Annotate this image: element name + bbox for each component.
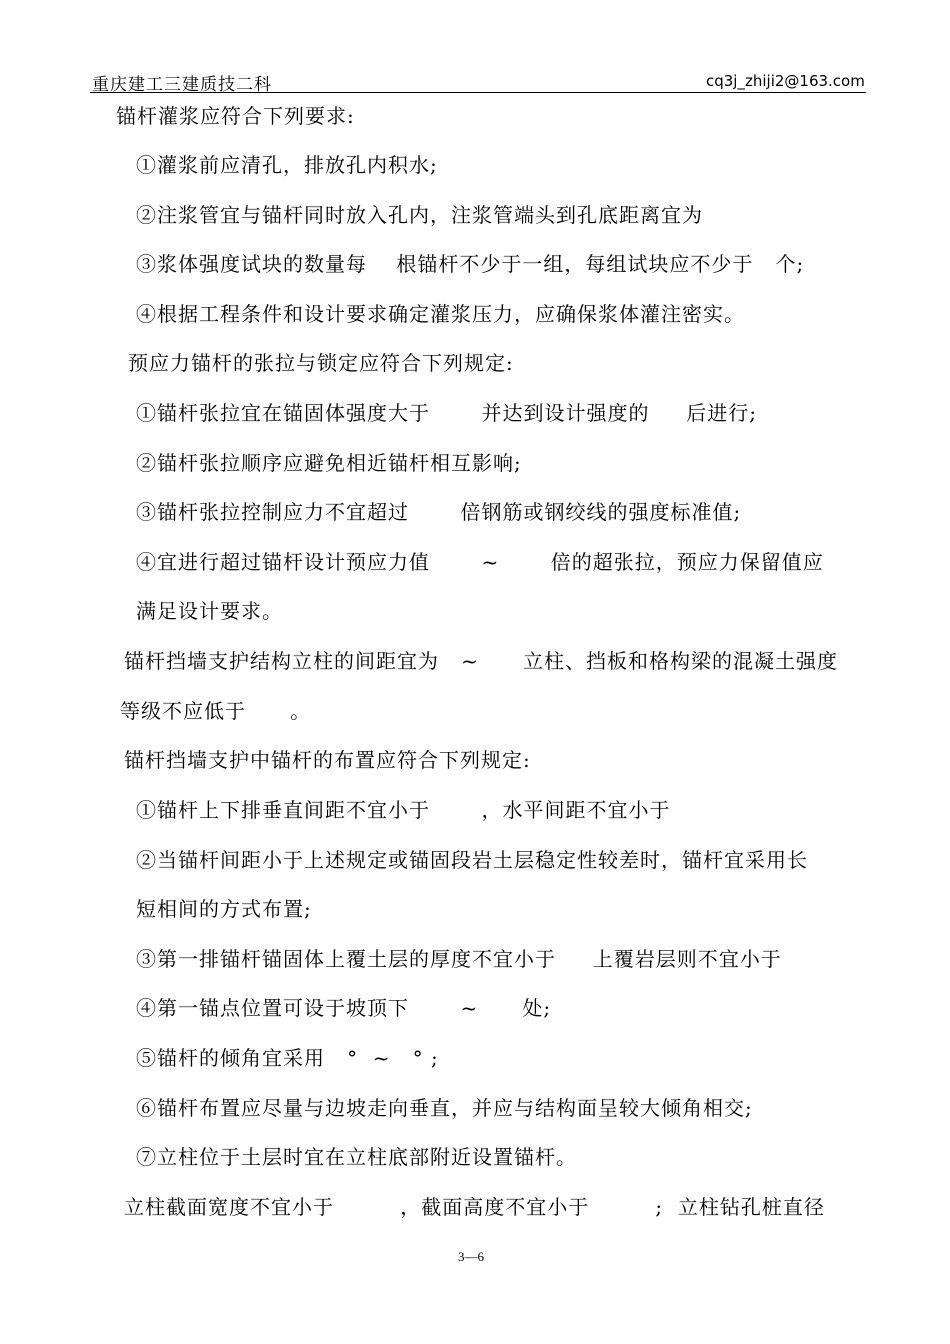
header-left-text: 重庆建工三建质技二科 <box>92 75 272 95</box>
body-line: 等级不应低于 。 <box>120 699 312 723</box>
body-line: ⑥锚杆布置应尽量与边坡走向垂直，并应与结构面呈较大倾角相交; <box>136 1096 753 1120</box>
body-line: ②锚杆张拉顺序应避免相近锚杆相互影响; <box>136 451 522 475</box>
body-line: ④宜进行超过锚杆设计预应力值 ~ 倍的超张拉，预应力保留值应 <box>136 550 824 574</box>
body-line: ⑤锚杆的倾角宜采用 ° ~ ° ; <box>136 1046 439 1070</box>
body-line: 预应力锚杆的张拉与锁定应符合下列规定: <box>128 351 514 375</box>
body-line: ①锚杆张拉宜在锚固体强度大于 并达到设计强度的 后进行; <box>136 401 758 425</box>
body-line: ③第一排锚杆锚固体上覆土层的厚度不宜小于 上覆岩层则不宜小于 <box>136 947 782 971</box>
body-line: ①锚杆上下排垂直间距不宜小于 ，水平间距不宜小于 <box>136 798 671 822</box>
body-line: 满足设计要求。 <box>136 599 283 623</box>
body-line: ③锚杆张拉控制应力不宜超过 倍钢筋或钢绞线的强度标准值; <box>136 500 742 524</box>
body-line: 锚杆灌浆应符合下列要求: <box>116 104 355 128</box>
body-line: ④第一锚点位置可设于坡顶下 ~ 处; <box>136 996 552 1020</box>
body-line: 锚杆挡墙支护结构立柱的间距宜为 ~ 立柱、挡板和格构梁的混凝土强度 <box>124 649 838 673</box>
body-line: 锚杆挡墙支护中锚杆的布置应符合下列规定: <box>124 748 531 772</box>
body-line: ②注浆管宜与锚杆同时放入孔内，注浆管端头到孔底距离宜为 <box>136 203 703 227</box>
body-line: ③浆体强度试块的数量每 根锚杆不少于一组，每组试块应不少于 个; <box>136 252 805 276</box>
body-line: ⑦立柱位于土层时宜在立柱底部附近设置锚杆。 <box>136 1145 577 1169</box>
body-line: ①灌浆前应清孔，排放孔内积水; <box>136 153 438 177</box>
header-email: cq3j_zhiji2@163.com <box>706 72 865 90</box>
header-divider <box>90 92 866 93</box>
body-line: 短相间的方式布置; <box>136 897 312 921</box>
body-line: ②当锚杆间距小于上述规定或锚固段岩土层稳定性较差时，锚杆宜采用长 <box>136 848 808 872</box>
body-line: 立柱截面宽度不宜小于 ，截面高度不宜小于 ; 立柱钻孔桩直径 <box>124 1195 825 1219</box>
page-number: 3—6 <box>458 1249 484 1264</box>
body-line: ④根据工程条件和设计要求确定灌浆压力，应确保浆体灌注密实。 <box>136 302 745 326</box>
